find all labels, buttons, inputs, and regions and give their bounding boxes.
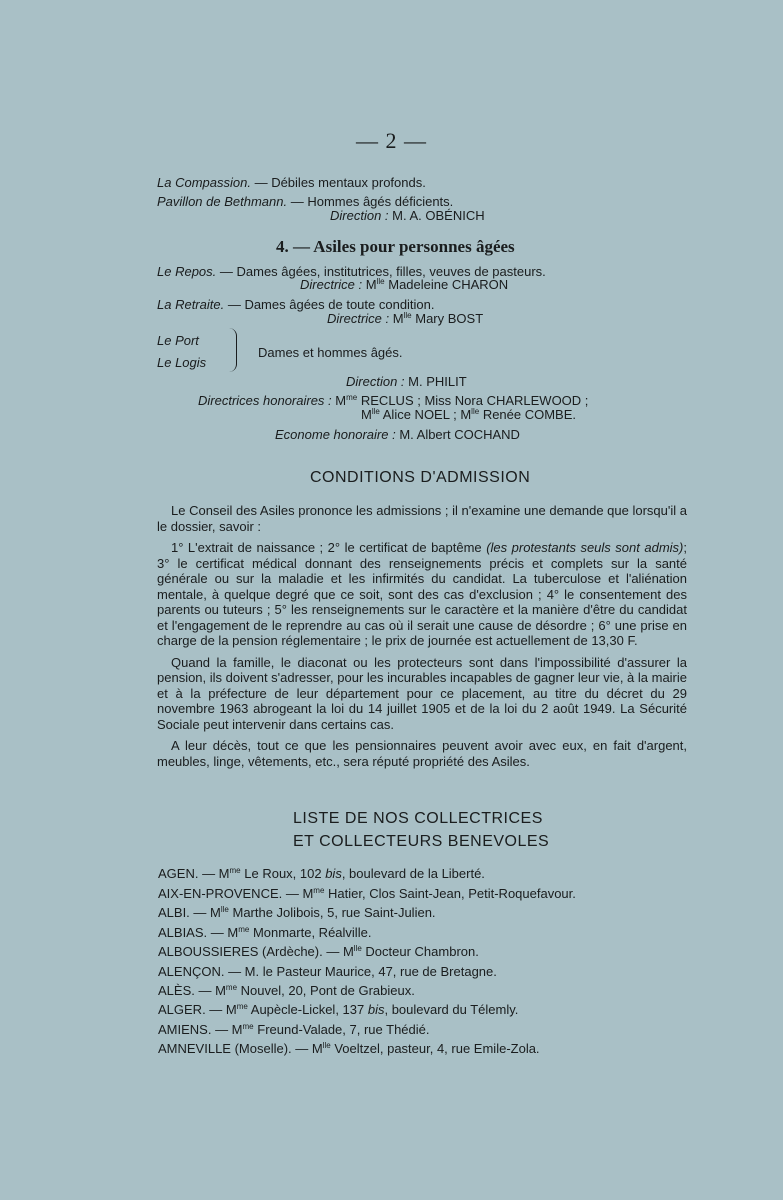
direction-label: Direction :	[330, 208, 389, 223]
text: AIX-EN-PROVENCE. — M	[158, 886, 314, 901]
text: Aupècle-Lickel, 137	[247, 1002, 368, 1017]
text: ; 3° le certificat médical donnant des renseignements précis et complets sur la santé générale ou sur la maladie et les infirmités du candidat. La tuberculose et l'aliénation mentale, à quelque degré que ce soit, sont des cas d'exclusion ; 4° le consentement des parents ou tuteurs ; 5° les renseignements sur le caractère et la manière d'être du candidat et l'engagement de le reprendre au cas où il serait une cause de désordre ; 6° une prise en charge de la pension réglementaire ; le prix de journée est actuellement de 13,30 F.	[157, 540, 688, 648]
director-name: Madeleine CHARON	[388, 277, 509, 292]
text: Freund-Valade, 7, rue Thédié.	[253, 1022, 430, 1037]
list-item	[158, 1041, 540, 1056]
bethmann-direction	[330, 208, 485, 223]
port-logis-direction	[346, 374, 467, 389]
direction-value: M. PHILIT	[408, 374, 467, 389]
director-label: Directrice :	[300, 277, 363, 292]
list-title-line-2: ET COLLECTEURS BENEVOLES	[293, 833, 550, 850]
text-italic: bis	[367, 1002, 385, 1017]
conditions-paragraph: Le Conseil des Asiles prononce les admissions ; il n'examine une demande que lorsqu'il a le dossier, savoir :	[157, 503, 687, 534]
honorary-names: RECLUS ; Miss Nora CHARLEWOOD ;	[360, 393, 589, 408]
list-title-line-1: LISTE DE NOS COLLECTRICES	[293, 810, 543, 827]
director-label: Directrice :	[327, 311, 390, 326]
title: M	[361, 407, 372, 422]
establishment-retraite	[157, 297, 435, 312]
list-item	[158, 983, 415, 998]
conditions-paragraph: A leur décès, tout ce que les pensionnaires peuvent avoir avec eux, en fait d'argent, meubles, linge, vêtements, etc., sera réputé propriété des Asiles.	[157, 738, 687, 769]
retraite-director	[327, 311, 483, 326]
text: Nouvel, 20, Pont de Grabieux.	[237, 983, 415, 998]
text: Monmarte, Réalville.	[249, 925, 372, 940]
section-4-title: 4. — Asiles pour personnes âgées	[276, 237, 515, 256]
econome	[275, 427, 520, 442]
text: ALGER. — M	[158, 1002, 237, 1017]
text: AGEN. — M	[158, 866, 230, 881]
conditions-paragraph	[157, 540, 687, 649]
honorary-label: Directrices honoraires :	[198, 393, 332, 408]
title-sup: me	[346, 393, 358, 402]
port-logis-desc: Dames et hommes âgés.	[258, 345, 403, 360]
direction-label: Direction :	[346, 374, 405, 389]
page-number: — 2 —	[356, 128, 427, 153]
text: Voeltzel, pasteur, 4, rue Emile-Zola.	[330, 1041, 540, 1056]
establishment-logis: Le Logis	[157, 355, 207, 370]
honorary-directors-line-2	[361, 407, 576, 422]
list-item	[158, 886, 576, 901]
text: ALBIAS. — M	[158, 925, 239, 940]
honorary-directors-line-1	[198, 393, 588, 408]
list-item	[158, 866, 485, 881]
title-sup: me	[242, 1022, 254, 1031]
econome-value: M. Albert COCHAND	[399, 427, 520, 442]
list-item	[158, 905, 436, 920]
text: Le Roux, 102	[240, 866, 326, 881]
text: 1° L'extrait de naissance ; 2° le certificat de baptême	[171, 540, 482, 555]
establishment-desc: — Dames âgées de toute condition.	[227, 297, 435, 312]
conditions-text	[157, 503, 687, 769]
director-name: Mary BOST	[415, 311, 484, 326]
establishment-name: La Retraite.	[157, 297, 225, 312]
establishment-desc: — Hommes âgés déficients.	[290, 194, 454, 209]
text: ALÈS. — M	[158, 983, 226, 998]
honorary-names: Alice NOEL ;	[382, 407, 457, 422]
text: , boulevard de la Liberté.	[341, 866, 485, 881]
text: AMNEVILLE (Moselle). — M	[158, 1041, 323, 1056]
establishment-bethmann	[157, 194, 453, 209]
establishment-name: La Compassion.	[157, 175, 251, 190]
text: AMIENS. — M	[158, 1022, 243, 1037]
text: ALBOUSSIERES (Ardèche). — M	[158, 944, 354, 959]
director-title-sup: lle	[403, 311, 412, 320]
title-sup: lle	[353, 944, 362, 953]
establishment-name: Le Repos.	[157, 264, 217, 279]
establishment-desc: — Dames âgées, institutrices, filles, veuves de pasteurs.	[219, 264, 546, 279]
honorary-names: Renée COMBE.	[482, 407, 577, 422]
establishment-port: Le Port	[157, 333, 199, 348]
title-sup: lle	[322, 1041, 331, 1050]
title-sup: lle	[220, 905, 229, 914]
title: M	[335, 393, 347, 408]
title-sup: me	[229, 866, 241, 875]
establishment-desc: — Débiles mentaux profonds.	[254, 175, 426, 190]
brace-divider	[228, 328, 237, 372]
text: ALBI. — M	[158, 905, 221, 920]
text: , boulevard du Télemly.	[384, 1002, 519, 1017]
econome-label: Econome honoraire :	[275, 427, 396, 442]
establishment-name: Pavillon de Bethmann.	[157, 194, 288, 209]
direction-value: M. A. OBÉNICH	[392, 208, 485, 223]
title: M	[460, 407, 472, 422]
text: ALENÇON. — M. le Pasteur Maurice, 47, rue de Bretagne.	[158, 964, 497, 979]
title-sup: me	[236, 1002, 248, 1011]
repos-director	[300, 277, 508, 292]
title-sup: lle	[471, 407, 480, 416]
title-sup: lle	[371, 407, 380, 416]
title-sup: me	[225, 983, 238, 992]
director-title: M	[365, 277, 377, 292]
list-item	[158, 1022, 430, 1037]
conditions-title: CONDITIONS D'ADMISSION	[310, 469, 531, 486]
text: Docteur Chambron.	[361, 944, 479, 959]
director-title: M	[392, 311, 404, 326]
list-item	[158, 944, 479, 959]
conditions-paragraph: Quand la famille, le diaconat ou les protecteurs sont dans l'impossibilité d'assurer la pension, ils doivent s'adresser, pour les incurables incapables de gagner leur vie, à la mairie et à la préfecture de leur département pour ce placement, au titre du décret du 29 novembre 1963 abrogeant la loi du 14 juillet 1905 et de la loi du 2 août 1949. La Sécurité Sociale peut intervenir dans certains cas.	[157, 654, 688, 732]
director-title-sup: lle	[376, 277, 385, 286]
text: Marthe Jolibois, 5, rue Saint-Julien.	[228, 905, 436, 920]
text-italic: bis	[325, 866, 342, 881]
establishment-compassion	[157, 175, 426, 190]
text-italic: (les protestants seuls sont admis)	[486, 540, 684, 555]
list-item	[158, 925, 371, 940]
list-item	[158, 1002, 518, 1017]
title-sup: me	[313, 886, 325, 895]
title-sup: me	[238, 925, 250, 934]
list-item	[158, 964, 497, 979]
text: Hatier, Clos Saint-Jean, Petit-Roquefavour.	[324, 886, 576, 901]
